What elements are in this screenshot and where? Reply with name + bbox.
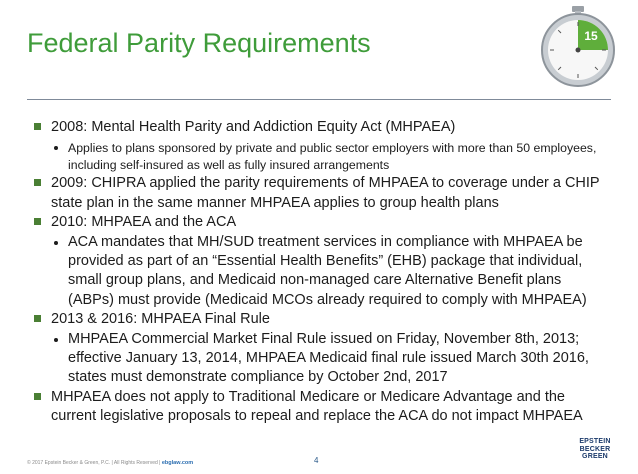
square-bullet-icon (34, 179, 41, 186)
square-bullet-icon (34, 123, 41, 130)
square-bullet-icon (34, 315, 41, 322)
stopwatch-icon (536, 4, 620, 88)
sub-bullet-text: MHPAEA Commercial Market Final Rule issued on Friday, November 8th, 2013; effective January 13, 2014, MHPAEA Medicaid final rule issued March 30th 2016, states must demonstrate compliance by October 2nd, 2017 (68, 330, 589, 386)
bullet-item (33, 213, 608, 232)
logo-line-1: EPSTEIN (579, 438, 611, 445)
square-bullet-icon (34, 393, 41, 400)
bullet-item (33, 118, 608, 137)
dot-bullet-icon (54, 241, 58, 245)
dot-bullet-icon (54, 338, 58, 342)
bullet-text: 2010: MHPAEA and the ACA (51, 214, 237, 231)
bullet-text: 2013 & 2016: MHPAEA Final Rule (51, 311, 270, 328)
stopwatch-number: 15 (584, 29, 598, 43)
bullet-item (33, 174, 608, 213)
stopwatch-hub (576, 48, 581, 53)
bullet-text: MHPAEA does not apply to Traditional Medicare or Medicare Advantage and the current legislative proposals to repeal and replace the ACA do not impact MHPAEA (51, 388, 583, 425)
bullet-list (33, 118, 608, 427)
footer-site-link[interactable]: ebglaw.com (161, 460, 194, 466)
logo-line-3: GREEN (582, 453, 608, 460)
slide-title: Federal Parity Requirements (27, 28, 371, 58)
company-logo (573, 438, 617, 461)
square-bullet-icon (34, 218, 41, 225)
sub-bullet-item (33, 330, 608, 388)
sub-bullet-text: Applies to plans sponsored by private and public sector employers with more than 50 employees, including self-insured as well as fully insured arrangements (68, 141, 597, 173)
title-divider (27, 99, 611, 100)
page-number: 4 (314, 456, 319, 465)
sub-bullet-item (33, 140, 608, 174)
bullet-item (33, 310, 608, 329)
sub-bullet-text: ACA mandates that MH/SUD treatment services in compliance with MHPAEA be provided as part of an “Essential Health Benefits” (EHB) package that individual, small group plans, and Medicaid non-managed care Alternative Benefit plans (ABPs) must provide (Medicaid MCOs already required to comply with MHPAEA) (68, 233, 587, 308)
footer-copyright: © 2017 Epstein Becker & Green, P.C. | All Rights Reserved | (27, 460, 161, 466)
bullet-text: 2009: CHIPRA applied the parity requirements of MHPAEA to coverage under a CHIP state plan in the same manner MHPAEA applies to group health plans (51, 175, 600, 211)
logo-line-2: BECKER (579, 445, 611, 453)
bullet-item (33, 388, 608, 427)
footer (27, 460, 193, 466)
sub-bullet-item (33, 233, 608, 311)
dot-bullet-icon (54, 146, 58, 150)
bullet-text: 2008: Mental Health Parity and Addiction Equity Act (MHPAEA) (51, 119, 456, 135)
